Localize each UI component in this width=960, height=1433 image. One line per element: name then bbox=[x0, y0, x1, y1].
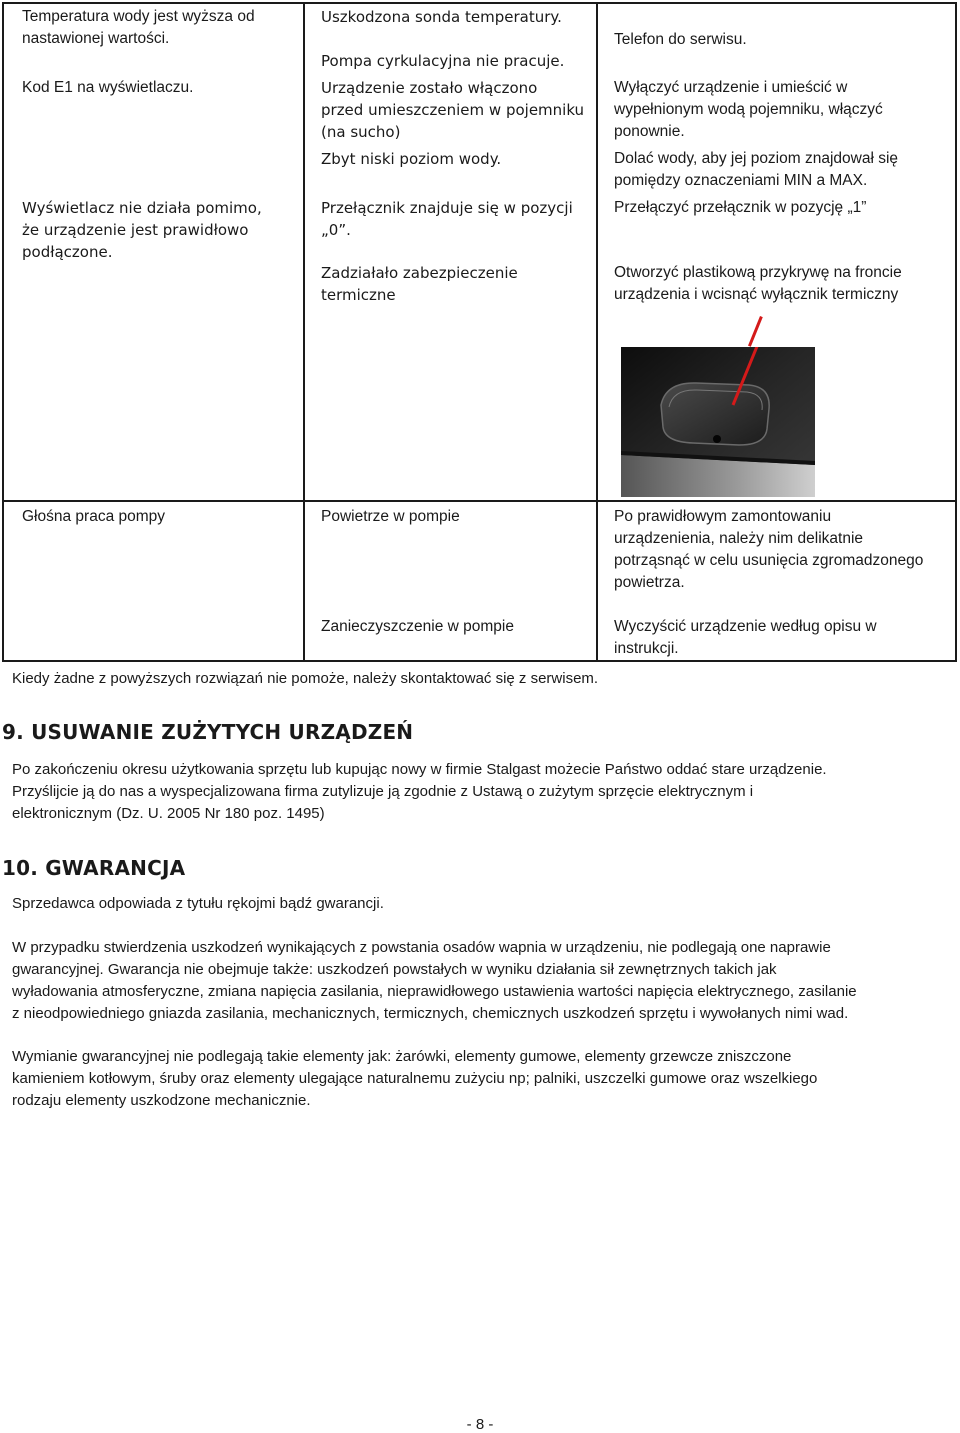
cause-air-in-pump: Powietrze w pompie bbox=[321, 508, 460, 525]
section-10-heading: 10. GWARANCJA bbox=[2, 856, 186, 880]
section-9-heading: 9. USUWANIE ZUŻYTYCH URZĄDZEŃ bbox=[2, 720, 414, 744]
solution-place-in-water: Wyłączyć urządzenie i umieścić w wypełnionym wodą pojemniku, włączyć ponownie. bbox=[614, 79, 883, 140]
problem-code-e1: Kod E1 na wyświetlaczu. bbox=[22, 79, 194, 96]
table1-border-left bbox=[2, 2, 4, 502]
problem-display-not-working: Wyświetlacz nie działa pomimo, że urządzenie jest prawidłowo podłączone. bbox=[22, 199, 262, 261]
cause-low-water: Zbyt niski poziom wody. bbox=[321, 150, 502, 168]
table2-divider-2 bbox=[596, 500, 598, 662]
cause-switch-position-0: Przełącznik znajduje się w pozycji „0”. bbox=[321, 199, 573, 239]
table2-border-bottom bbox=[2, 660, 957, 662]
pointer-line-top bbox=[748, 316, 763, 347]
table2-border-top bbox=[2, 500, 957, 502]
warranty-paragraph-2: W przypadku stwierdzenia uszkodzeń wynikających z powstania osadów wapnia w urządzeniu, nie podlegają one naprawie gwarancyjnej. Gwarancja nie obejmuje także: uszkodzeń powstałych w wyniku działania sił zewnętrznych takich jak wyładowania atmosferyczne, zmiana napięcia zasilania, nieprawidłowego ustawienia wartości napięcia elektrycznego, zasilanie z nieodpowiedniego gniazda zasilania, mechanicznych, termicznych, chemicznych uszkodzeń sprzętu i wywołanych nimi wad. bbox=[12, 939, 857, 1022]
table2-divider-1 bbox=[303, 500, 305, 662]
solution-call-service: Telefon do serwisu. bbox=[614, 31, 747, 48]
service-note: Kiedy żadne z powyższych rozwiązań nie pomoże, należy skontaktować się z serwisem. bbox=[12, 670, 599, 687]
problem-high-temperature: Temperatura wody jest wyższa od nastawionej wartości. bbox=[22, 8, 255, 47]
table1-border-right bbox=[955, 2, 957, 502]
problem-loud-pump: Głośna praca pompy bbox=[22, 508, 166, 525]
cause-dirt-in-pump: Zanieczyszczenie w pompie bbox=[321, 618, 514, 635]
warranty-paragraph-1: Sprzedawca odpowiada z tytułu rękojmi bądź gwarancji. bbox=[12, 895, 384, 912]
cause-turned-on-dry: Urządzenie zostało włączono przed umieszczeniem w pojemniku (na sucho) bbox=[321, 79, 585, 141]
page-number: - 8 - bbox=[466, 1416, 494, 1433]
solution-switch-position-1: Przełączyć przełącznik w pozycję „1” bbox=[614, 199, 867, 216]
solution-press-thermal-switch: Otworzyć plastikową przykrywę na froncie urządzenia i wcisnąć wyłącznik termiczny bbox=[614, 264, 902, 303]
thermal-switch-photo bbox=[621, 347, 815, 497]
table1-divider-1 bbox=[303, 2, 305, 502]
cause-thermal-protection: Zadziałało zabezpieczenie termiczne bbox=[321, 264, 518, 304]
cause-temperature-probe: Uszkodzona sonda temperatury. bbox=[321, 8, 562, 26]
section-9-text: Po zakończeniu okresu użytkowania sprzętu lub kupując nowy w firmie Stalgast możecie Państwo oddać stare urządzenie. Przyślijcie ją do nas a wyspecjalizowana firma zutylizuje ją zgodnie z Ustawą o zużytym sprzęcie elektrycznym i elektronicznym (Dz. U. 2005 Nr 180 poz. 1495) bbox=[12, 761, 827, 822]
solution-add-water: Dolać wody, aby jej poziom znajdował się pomiędzy oznaczeniami MIN a MAX. bbox=[614, 150, 899, 189]
solution-shake-device: Po prawidłowym zamontowaniu urządzenienia, należy nim delikatnie potrząsnąć w celu usunięcia zgromadzonego powietrza. bbox=[614, 508, 924, 591]
table2-border-left bbox=[2, 500, 4, 662]
cause-circulation-pump: Pompa cyrkulacyjna nie pracuje. bbox=[321, 52, 565, 70]
table1-border-top bbox=[2, 2, 957, 4]
warranty-paragraph-3: Wymianie gwarancyjnej nie podlegają takie elementy jak: żarówki, elementy gumowe, elementy grzewcze zniszczone kamieniem kotłowym, śruby oraz elementy ulegające naturalnemu zużyciu np; palniki, uszczelki gumowe oraz wszelkiego rodzaju elementy uszkodzone mechanicznie. bbox=[12, 1048, 818, 1109]
table2-border-right bbox=[955, 500, 957, 662]
table1-divider-2 bbox=[596, 2, 598, 502]
solution-clean-device: Wyczyścić urządzenie według opisu w instrukcji. bbox=[614, 618, 877, 657]
